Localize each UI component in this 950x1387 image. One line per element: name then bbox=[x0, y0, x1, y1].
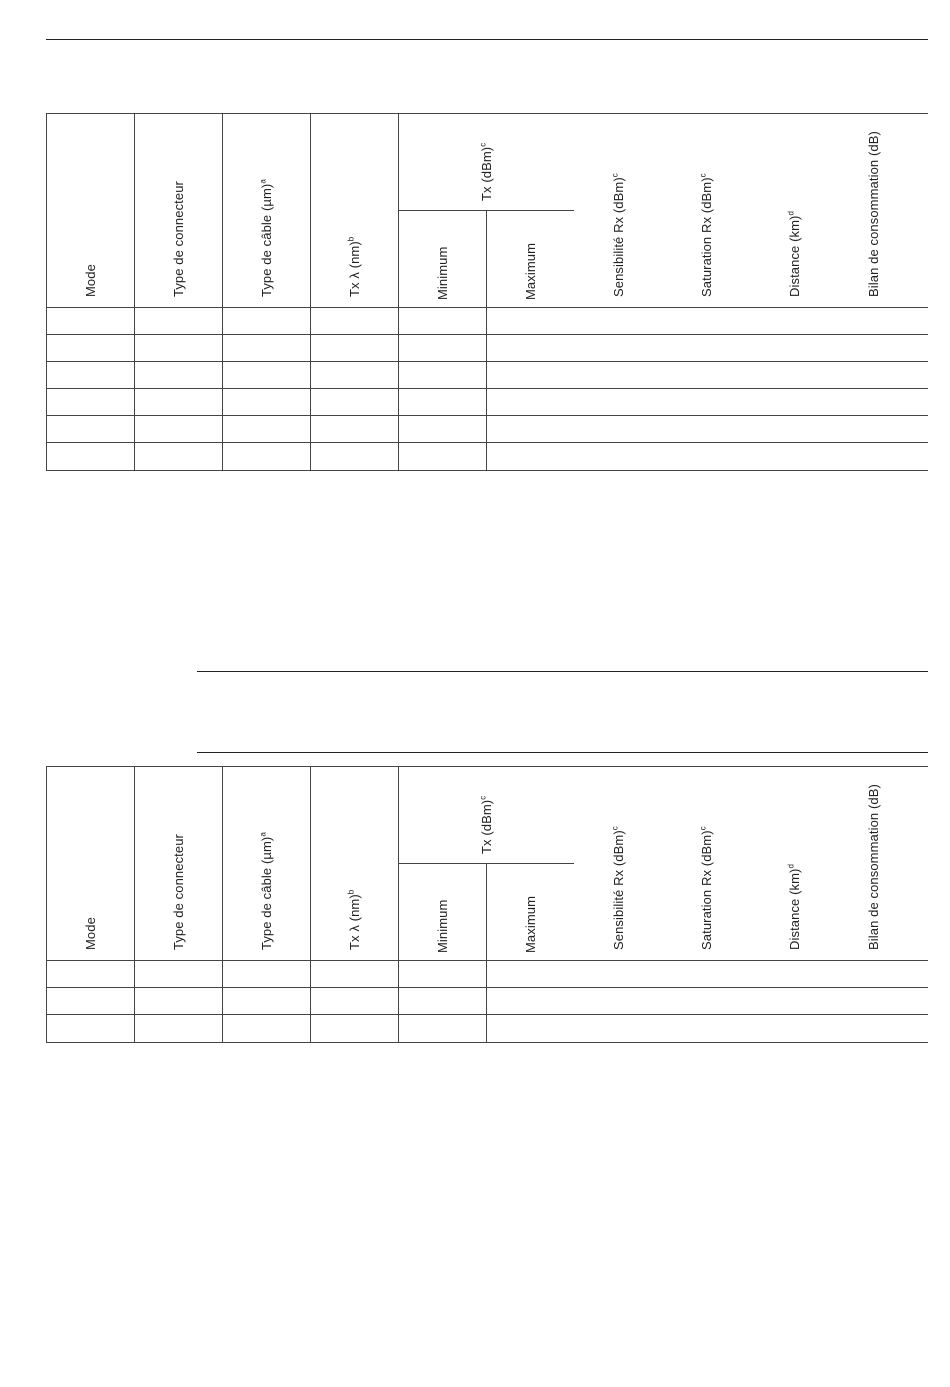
header-maximum: Maximum bbox=[523, 242, 538, 300]
header-distance: Distance (km)$^d$ bbox=[786, 210, 802, 297]
table-bottom-border bbox=[46, 470, 928, 471]
table-top-border bbox=[46, 113, 928, 114]
table-bottom-border bbox=[46, 1042, 928, 1043]
col-line bbox=[134, 766, 135, 1042]
table-top-border bbox=[46, 766, 928, 767]
header-bottom-border bbox=[46, 960, 928, 961]
header-minimum: Minimum bbox=[435, 246, 450, 300]
col-line bbox=[46, 113, 47, 470]
header-cable-type: Type de câble $(\mu m)^a$ bbox=[258, 179, 274, 297]
header-rx-saturation: Saturation Rx (dBm)$^c$ bbox=[698, 826, 714, 950]
header-mode: Mode bbox=[83, 264, 98, 297]
col-line bbox=[398, 766, 399, 1042]
header-maximum: Maximum bbox=[523, 895, 538, 953]
header-cable-type: Type de câble $(\mu m)^a$ bbox=[258, 832, 274, 950]
row-line bbox=[46, 442, 928, 443]
header-bottom-border bbox=[46, 307, 928, 308]
header-rx-saturation: Saturation Rx (dBm)$^c$ bbox=[698, 173, 714, 297]
row-line bbox=[46, 987, 928, 988]
col-line bbox=[134, 113, 135, 470]
col-line bbox=[486, 210, 487, 470]
col-line bbox=[46, 766, 47, 1042]
header-rx-sensitivity: Sensibilité Rx (dBm)$^c$ bbox=[610, 173, 626, 297]
header-minimum: Minimum bbox=[435, 899, 450, 953]
section-rule-top bbox=[197, 671, 928, 672]
header-rx-sensitivity: Sensibilité Rx (dBm)$^c$ bbox=[610, 826, 626, 950]
row-line bbox=[46, 388, 928, 389]
header-tx-dbm: Tx (dBm)$^c$ bbox=[478, 142, 494, 201]
section-rule-bottom bbox=[197, 752, 928, 753]
table-1 bbox=[46, 113, 928, 471]
row-line bbox=[46, 415, 928, 416]
col-line bbox=[486, 863, 487, 1042]
row-line bbox=[46, 361, 928, 362]
col-line bbox=[222, 113, 223, 470]
top-rule bbox=[46, 39, 928, 40]
row-line bbox=[46, 334, 928, 335]
header-tx-lambda: Tx λ (nm)$^b$ bbox=[346, 889, 362, 950]
header-distance: Distance (km)$^d$ bbox=[786, 863, 802, 950]
header-power-budget: Bilan de consommation (dB) bbox=[866, 784, 881, 950]
header-tx-lambda: Tx λ (nm)$^b$ bbox=[346, 236, 362, 297]
header-connector: Type de connecteur bbox=[171, 834, 186, 950]
col-line bbox=[398, 113, 399, 470]
header-connector: Type de connecteur bbox=[171, 181, 186, 297]
col-line bbox=[310, 113, 311, 470]
col-line bbox=[222, 766, 223, 1042]
header-tx-dbm: Tx (dBm)$^c$ bbox=[478, 795, 494, 854]
row-line bbox=[46, 1014, 928, 1015]
col-line bbox=[310, 766, 311, 1042]
header-power-budget: Bilan de consommation (dB) bbox=[866, 131, 881, 297]
header-mode: Mode bbox=[83, 917, 98, 950]
table-2 bbox=[46, 766, 928, 1044]
